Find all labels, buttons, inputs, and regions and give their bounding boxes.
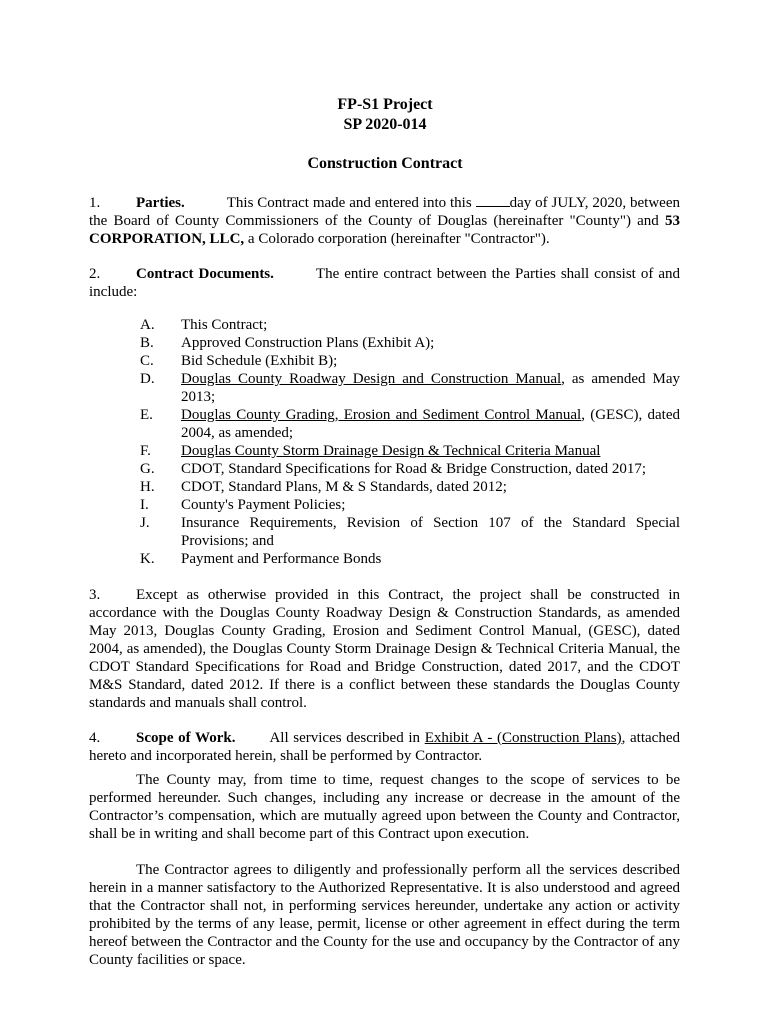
list-item-text bbox=[181, 496, 680, 514]
parties-text-a: This Contract made and entered into this bbox=[226, 195, 476, 211]
list-item bbox=[140, 406, 680, 442]
list-item bbox=[140, 514, 680, 550]
list-item bbox=[140, 496, 680, 514]
list-item-letter: C. bbox=[140, 353, 154, 369]
list-item-text bbox=[181, 442, 680, 460]
parties-text-c: a Colorado corporation (hereinafter "Contractor"). bbox=[244, 231, 550, 247]
standards-text: Except as otherwise provided in this Contract, the project shall be constructed in accordance with the Douglas County Roadway Design & Construction Standards, as amended May 2013, Douglas County Grading, Erosion and Sediment Control Manual, (GESC), dated 2004, as amended), the Douglas County Storm Drainage Design & Technical Criteria Manual, the CDOT Standard Specifications for Road and Bridge Construction, dated 2017, and the CDOT M&S Standard, dated 2012. If there is a conflict between these standards the Douglas County standards and manuals shall control. bbox=[89, 587, 680, 711]
list-item-letter: I. bbox=[140, 497, 149, 513]
list-item-plain: CDOT, Standard Plans, M & S Standards, dated 2012; bbox=[181, 479, 507, 495]
list-item bbox=[140, 478, 680, 496]
section-number: 1. bbox=[89, 195, 101, 211]
list-item bbox=[140, 442, 680, 460]
date-blank bbox=[476, 194, 510, 207]
list-item-letter: J. bbox=[140, 515, 150, 531]
section-scope-of-work bbox=[89, 729, 680, 765]
list-item-letter: K. bbox=[140, 551, 155, 567]
list-item-manual-title: Douglas County Roadway Design and Construction Manual bbox=[181, 371, 562, 387]
list-item-text bbox=[181, 352, 680, 370]
list-item-text bbox=[181, 514, 680, 550]
list-item-letter: A. bbox=[140, 317, 155, 333]
section-parties bbox=[89, 194, 680, 248]
contract-documents-list bbox=[140, 316, 680, 568]
list-item-text bbox=[181, 406, 680, 442]
scope-changes-paragraph: The County may, from time to time, request changes to the scope of services to be performed hereunder. Such changes, including any increase or decrease in the amount of the Contractor’s compensation, which are mutually agreed upon between the County and Contractor, shall be in writing and shall become part of this Contract upon execution. bbox=[89, 772, 680, 842]
list-item-text bbox=[181, 370, 680, 406]
exhibit-a-link: Exhibit A - (Construction Plans) bbox=[424, 730, 622, 746]
section-heading: Contract Documents. bbox=[136, 266, 274, 282]
section-standards bbox=[89, 586, 680, 712]
contract-documents-text: The entire contract between the Parties shall consist of and include: bbox=[89, 266, 681, 300]
list-item-manual-title: Douglas County Grading, Erosion and Sediment Control Manual bbox=[181, 407, 582, 423]
list-item bbox=[140, 352, 680, 370]
section-number: 2. bbox=[89, 266, 101, 282]
list-item-text bbox=[181, 316, 680, 334]
list-item-rest: , (GESC), dated 2004, as amended; bbox=[181, 407, 680, 441]
section-contract-documents bbox=[89, 265, 680, 301]
list-item-plain: Bid Schedule (Exhibit B); bbox=[181, 353, 338, 369]
list-item-letter: E. bbox=[140, 407, 153, 423]
list-item-letter: H. bbox=[140, 479, 155, 495]
list-item-rest: , as amended May 2013; bbox=[181, 371, 680, 405]
scope-text-a: All services described in bbox=[269, 730, 425, 746]
contractor-agreement-paragraph: The Contractor agrees to diligently and professionally perform all the services described herein in a manner satisfactory to the Authorized Representative. It is also understood and agreed that the Contractor shall not, in performing services hereunder, undertake any action or activity prohibited by the terms of any lease, permit, license or other agreement in effect during the term hereof between the Contractor and the County for the use and occupancy by the Contractor of any County facilities or space. bbox=[89, 862, 680, 968]
list-item-text bbox=[181, 460, 680, 478]
list-item-plain: Approved Construction Plans (Exhibit A); bbox=[181, 335, 435, 351]
section-number: 3. bbox=[89, 587, 101, 603]
contractor-name: 53 CORPORATION, LLC, bbox=[89, 213, 680, 247]
list-item-plain: This Contract; bbox=[181, 317, 268, 333]
list-item-letter: F. bbox=[140, 443, 151, 459]
list-item-plain: CDOT, Standard Specifications for Road & Bridge Construction, dated 2017; bbox=[181, 461, 647, 477]
section-number: 4. bbox=[89, 730, 101, 746]
list-item-plain: Payment and Performance Bonds bbox=[181, 551, 382, 567]
list-item bbox=[140, 316, 680, 334]
project-number: SP 2020-014 bbox=[343, 116, 427, 133]
parties-text-b: day of JULY, 2020, between the Board of County Commissioners of the County of Douglas (hereinafter "County") and bbox=[89, 195, 680, 229]
list-item-text bbox=[181, 550, 680, 568]
scope-text-b: , attached hereto and incorporated herein, shall be performed by Contractor. bbox=[89, 730, 680, 764]
project-name: FP-S1 Project bbox=[337, 96, 433, 113]
list-item-manual-title: Douglas County Storm Drainage Design & Technical Criteria Manual bbox=[181, 443, 601, 459]
list-item bbox=[140, 370, 680, 406]
list-item bbox=[140, 550, 680, 568]
list-item-letter: B. bbox=[140, 335, 154, 351]
list-item-text bbox=[181, 334, 680, 352]
list-item-plain: Insurance Requirements, Revision of Section 107 of the Standard Special Provisions; and bbox=[181, 515, 680, 549]
list-item bbox=[140, 334, 680, 352]
list-item-plain: County's Payment Policies; bbox=[181, 497, 346, 513]
list-item-text bbox=[181, 478, 680, 496]
section-heading: Parties. bbox=[136, 195, 185, 211]
section-heading: Scope of Work. bbox=[136, 730, 236, 746]
list-item bbox=[140, 460, 680, 478]
list-item-letter: G. bbox=[140, 461, 155, 477]
list-item-letter: D. bbox=[140, 371, 155, 387]
document-title: Construction Contract bbox=[307, 155, 463, 172]
